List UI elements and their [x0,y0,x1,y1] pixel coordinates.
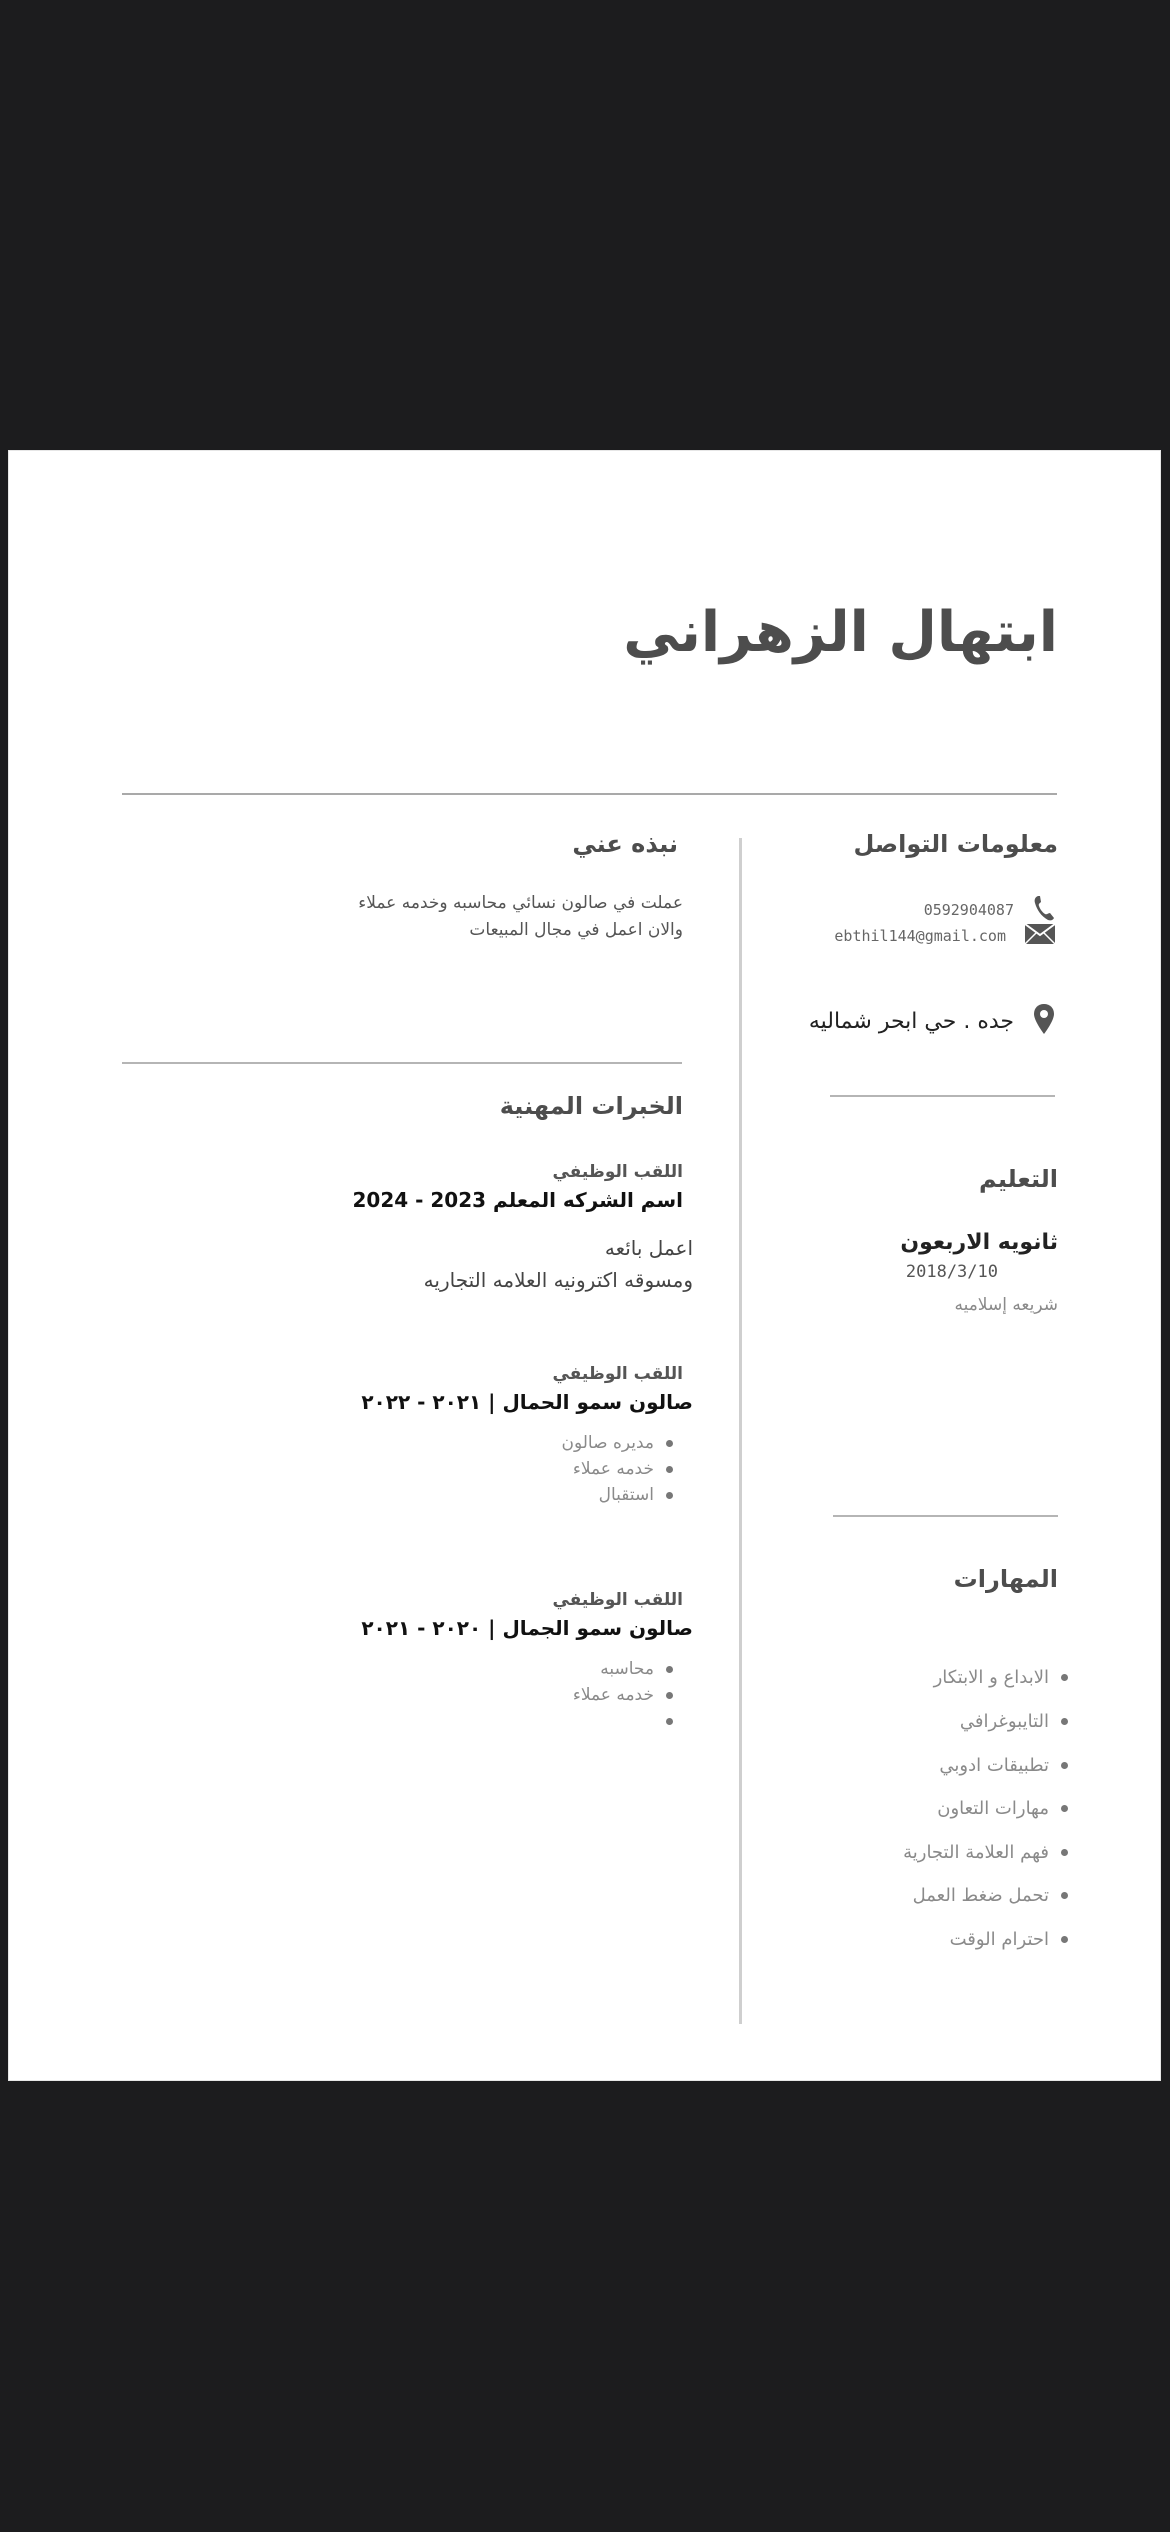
school-name: ثانويه الاربعون [900,1230,1058,1255]
education-divider [833,1515,1058,1517]
mail-icon [1024,923,1056,949]
job-duties-list [458,1430,673,1508]
resume-page [8,450,1161,2081]
job-description-line-1: اعمل بائعه [604,1236,693,1260]
job-title: اللقب الوظيفي [552,1590,683,1610]
job-description [258,1232,693,1296]
job-title: اللقب الوظيفي [552,1364,683,1384]
skill-item: تطبيقات ادوبي [768,1743,1068,1787]
about-line-1: عملت في صالون نسائي محاسبه وخدمه عملاء [358,893,683,913]
company-and-date: صالون سمو الجمال | ٢٠٢٠ - ٢٠٢١ [361,1616,693,1640]
job-title: اللقب الوظيفي [552,1162,683,1182]
duty-item: خدمه عملاء [458,1456,673,1482]
email-address: ebthil144@gmail.com [834,927,1006,945]
about-heading: نبذه عني [572,830,678,858]
about-line-2: والان اعمل في مجال المبيعات [469,920,683,940]
skill-item: التايبوغرافي [768,1699,1068,1743]
about-divider [122,1062,682,1064]
location-text: جده . حي ابحر شماليه [808,1008,1014,1034]
phone-icon [1032,894,1056,926]
skill-item: فهم العلامة التجارية [768,1830,1068,1874]
skills-list [768,1655,1068,1961]
duty-item: محاسبه [458,1656,673,1682]
contact-phone-row [768,894,1056,926]
header-divider [122,793,1057,795]
education-heading: التعليم [979,1165,1058,1193]
duty-item: استقبال [458,1482,673,1508]
skill-item: مهارات التعاون [768,1787,1068,1830]
contact-heading: معلومات التواصل [853,830,1058,858]
about-text [228,890,683,944]
skills-heading: المهارات [953,1565,1058,1593]
full-name: ابتهال الزهراني [623,600,1058,665]
company-and-date: صالون سمو الحمال | ٢٠٢١ - ٢٠٢٢ [361,1390,693,1414]
contact-location-row [708,1003,1056,1039]
duty-item [458,1708,673,1734]
phone-number: 0592904087 [923,901,1014,919]
education-major: شريعه إسلاميه [954,1295,1058,1315]
education-date: 2018/3/10 [905,1262,998,1282]
skill-item: تحمل ضغط العمل [768,1874,1068,1917]
contact-email-row [768,923,1056,949]
company-and-date: اسم الشركه المعلم 2023 - 2024 [352,1188,683,1212]
duty-item: مديره صالون [458,1430,673,1456]
job-duties-list [458,1656,673,1734]
location-pin-icon [1032,1003,1056,1039]
skill-item: الابداع و الابتكار [768,1655,1068,1699]
job-description-line-2: ومسوقه اكترونيه العلامه التجاريه [423,1268,693,1292]
skill-item: احترام الوقت [768,1917,1068,1961]
experience-heading: الخبرات المهنية [499,1092,683,1120]
contact-divider [830,1095,1055,1097]
duty-item: خدمه عملاء [458,1682,673,1708]
